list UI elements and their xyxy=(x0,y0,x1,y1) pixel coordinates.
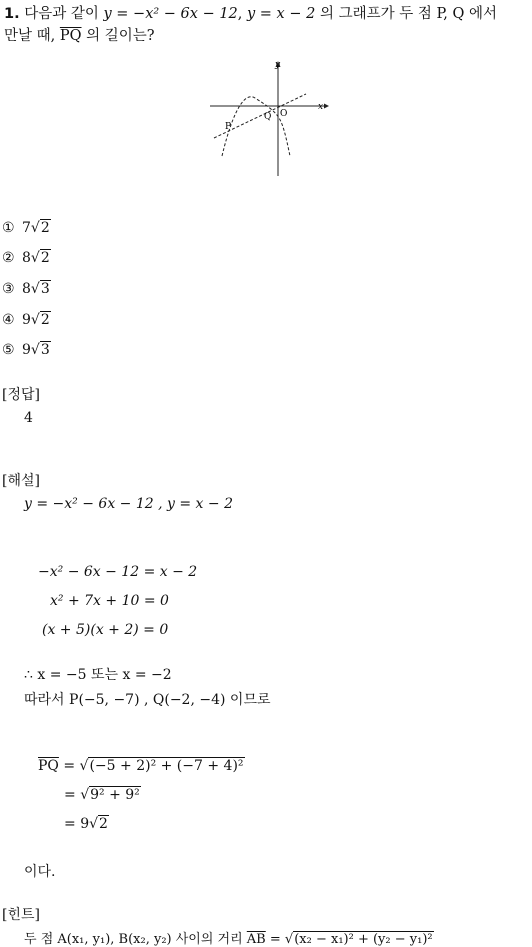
separator: , xyxy=(237,6,247,22)
solution-pq-line-2 xyxy=(64,787,141,803)
option-number: ④ xyxy=(2,312,15,328)
sqrt-icon: √ xyxy=(89,816,99,832)
solution-line-1: y = −x² − 6x − 12 , y = x − 2 xyxy=(24,496,233,512)
solution-eq-a: −x² − 6x − 12 = x − 2 xyxy=(38,564,198,580)
segment-pq: $\overline{PQ}$ xyxy=(59,28,82,44)
option-number: ② xyxy=(2,250,15,266)
question-text: 만날 때, xyxy=(4,28,60,44)
option-radicand: 3 xyxy=(40,281,50,297)
radicand: (−5 + 2)² + (−7 + 4)² xyxy=(89,758,244,774)
option-coef: 8 xyxy=(22,250,31,266)
question-text: 의 길이는? xyxy=(81,28,155,44)
answer-label: [정답] xyxy=(2,387,40,403)
option-coef: 9 xyxy=(22,312,31,328)
hint-label: [힌트] xyxy=(2,907,40,923)
sqrt-icon: √ xyxy=(80,787,90,803)
solution-eq-b: x² + 7x + 10 = 0 xyxy=(50,593,169,609)
question-line-1 xyxy=(4,2,497,23)
sqrt-icon: √ xyxy=(30,281,40,297)
hint-text xyxy=(24,928,434,947)
point-q-label: Q xyxy=(264,112,272,122)
question-line-2 xyxy=(4,24,155,45)
option-number: ⑤ xyxy=(2,342,15,358)
question-number: 1. xyxy=(4,6,20,22)
option-1[interactable] xyxy=(2,220,51,236)
sqrt-icon: √ xyxy=(79,758,89,774)
equals-sign: = xyxy=(265,932,285,947)
sqrt-icon: √ xyxy=(30,250,40,266)
option-4[interactable] xyxy=(2,312,51,328)
x-axis-label: x xyxy=(318,102,324,112)
solution-thus: 따라서 P(−5, −7) , Q(−2, −4) 이므로 xyxy=(24,692,271,708)
solution-label: [해설] xyxy=(2,473,40,489)
option-radicand: 3 xyxy=(40,342,50,358)
sqrt-icon: √ xyxy=(284,932,294,947)
x-axis-arrow xyxy=(324,104,329,109)
answer-value: 4 xyxy=(24,410,33,426)
solution-eq-c: (x + 5)(x + 2) = 0 xyxy=(42,622,169,638)
result-coef: 9 xyxy=(80,816,90,832)
option-number: ① xyxy=(2,220,15,236)
hint-body: 두 점 A(x₁, y₁), B(x₂, y₂) 사이의 거리 xyxy=(24,932,247,947)
y-axis-label: y xyxy=(275,60,281,70)
option-coef: 7 xyxy=(22,220,31,236)
question-text: 다음과 같이 xyxy=(19,6,104,22)
option-radicand: 2 xyxy=(40,250,50,266)
equation-parabola: y = −x² − 6x − 12 xyxy=(103,6,238,22)
option-3[interactable] xyxy=(2,281,51,297)
option-5[interactable] xyxy=(2,342,51,358)
sqrt-icon: √ xyxy=(30,312,40,328)
option-2[interactable] xyxy=(2,250,51,266)
point-p-label: P xyxy=(225,122,232,132)
sqrt-icon: √ xyxy=(30,220,40,236)
equals-sign: = xyxy=(63,758,76,774)
sqrt-icon: √ xyxy=(30,342,40,358)
question-text: 의 그래프가 두 점 P, Q 에서 xyxy=(315,6,497,22)
segment-ab: $\overline{AB}$ xyxy=(246,932,266,947)
equation-line: y = x − 2 xyxy=(247,6,316,22)
option-number: ③ xyxy=(2,281,15,297)
option-coef: 8 xyxy=(22,281,31,297)
solution-conclude: 이다. xyxy=(24,864,56,880)
solution-therefore: ∴ x = −5 또는 x = −2 xyxy=(24,667,172,683)
option-radicand: 2 xyxy=(40,312,50,328)
result-radicand: 2 xyxy=(99,816,108,832)
option-coef: 9 xyxy=(22,342,31,358)
solution-pq-line-1 xyxy=(38,758,245,774)
graph-figure xyxy=(200,58,335,180)
radicand: 9² + 9² xyxy=(90,787,140,803)
solution-pq-line-3 xyxy=(64,816,109,832)
origin-label: O xyxy=(280,109,288,119)
distance-radicand: (x₂ − x₁)² + (y₂ − y₁)² xyxy=(294,932,433,947)
segment-pq: $\overline{PQ}$ xyxy=(38,758,59,774)
equals-sign: = xyxy=(64,816,76,832)
equals-sign: = xyxy=(64,787,76,803)
option-radicand: 2 xyxy=(40,220,50,236)
